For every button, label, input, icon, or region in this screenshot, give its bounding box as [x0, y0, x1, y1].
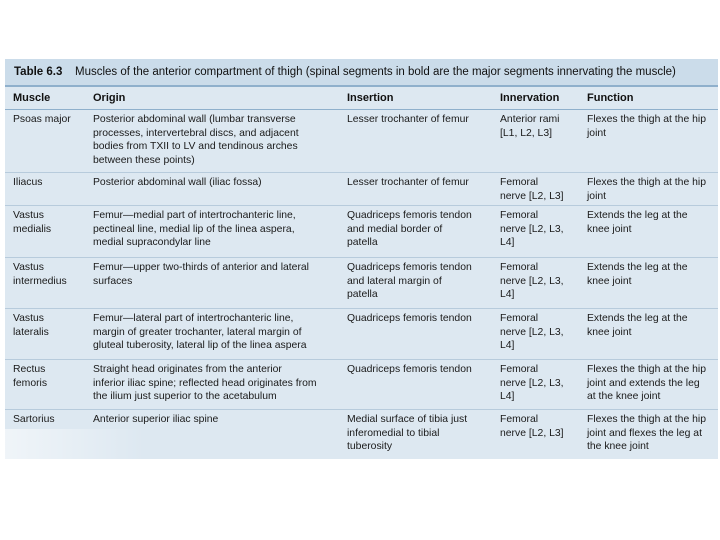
- table-caption: [5, 59, 718, 87]
- muscle-cell: [13, 176, 89, 190]
- cell-line: Psoas major: [13, 114, 71, 125]
- cell-line: Anterior superior iliac spine: [93, 414, 219, 425]
- cell-line: Flexes the thigh at the hip: [587, 114, 706, 125]
- cell-line: Femur—medial part of intertrochanteric line,: [93, 210, 296, 221]
- function-cell: [587, 261, 715, 288]
- cell-line: pectineal line, medial lip of the linea aspera,: [93, 223, 295, 235]
- origin-cell: [93, 113, 341, 167]
- innervation-cell: [500, 209, 584, 250]
- cell-line: Femoral: [500, 313, 539, 324]
- header-muscle: Muscle: [13, 92, 51, 104]
- innervation-cell: [500, 113, 584, 140]
- table-title: Muscles of the anterior compartment of thigh (spinal segments in bold are the major segments innervating the muscle): [75, 66, 676, 78]
- table-row: [5, 113, 718, 173]
- cell-line: Rectus: [13, 364, 46, 375]
- cell-line: L4]: [500, 391, 515, 402]
- cell-line: Quadriceps femoris tendon: [347, 313, 472, 324]
- header-insertion: Insertion: [347, 92, 394, 104]
- insertion-cell: [347, 261, 495, 302]
- cell-line: Posterior abdominal wall (lumbar transverse: [93, 114, 296, 125]
- cell-line: and lateral margin of: [347, 275, 442, 287]
- row-divider: [5, 257, 718, 258]
- cell-line: Femoral: [500, 414, 539, 425]
- cell-line: Lesser trochanter of femur: [347, 114, 469, 125]
- cell-line: Flexes the thigh at the hip: [587, 364, 706, 375]
- cell-line: lateralis: [13, 326, 49, 338]
- innervation-cell: [500, 413, 584, 440]
- cell-line: nerve [L2, L3,: [500, 223, 564, 235]
- cell-line: Flexes the thigh at the hip: [587, 177, 706, 188]
- cell-line: Medial surface of tibia just: [347, 414, 468, 425]
- muscle-cell: [13, 312, 89, 339]
- function-cell: [587, 209, 715, 236]
- header-divider: [5, 109, 718, 110]
- muscle-cell: [13, 209, 89, 236]
- insertion-cell: [347, 113, 495, 127]
- cell-line: Straight head originates from the anterior: [93, 364, 282, 375]
- cell-line: intermedius: [13, 275, 67, 287]
- scan-fade: [5, 429, 145, 465]
- muscle-cell: [13, 363, 89, 390]
- origin-cell: [93, 261, 341, 288]
- muscle-table: [5, 59, 718, 459]
- cell-line: between these points): [93, 154, 195, 166]
- innervation-cell: [500, 312, 584, 353]
- insertion-cell: [347, 312, 495, 326]
- cell-line: at the knee joint: [587, 391, 661, 402]
- function-cell: [587, 413, 715, 454]
- origin-cell: [93, 363, 341, 404]
- cell-line: Posterior abdominal wall (iliac fossa): [93, 177, 262, 188]
- function-cell: [587, 363, 715, 404]
- cell-line: Sartorius: [13, 414, 55, 425]
- cell-line: joint and extends the leg: [587, 377, 700, 389]
- cell-line: processes, intervertebral discs, and adjacent: [93, 127, 299, 139]
- cell-line: tuberosity: [347, 441, 393, 452]
- function-cell: [587, 176, 715, 203]
- table-number: Table 6.3: [14, 66, 63, 78]
- cell-line: Femoral: [500, 177, 539, 188]
- cell-line: Extends the leg at the: [587, 262, 688, 273]
- header-function: Function: [587, 92, 634, 104]
- origin-cell: [93, 176, 341, 190]
- table-row: [5, 312, 718, 360]
- cell-line: Iliacus: [13, 177, 43, 188]
- innervation-cell: [500, 176, 584, 203]
- cell-line: Extends the leg at the: [587, 313, 688, 324]
- table-row: [5, 176, 718, 206]
- cell-line: inferior iliac spine; reflected head originates from: [93, 377, 317, 389]
- cell-line: femoris: [13, 377, 48, 389]
- cell-line: L4]: [500, 340, 515, 351]
- row-divider: [5, 205, 718, 206]
- cell-line: knee joint: [587, 275, 632, 287]
- cell-line: L4]: [500, 289, 515, 300]
- cell-line: Quadriceps femoris tendon: [347, 364, 472, 375]
- table-row: [5, 209, 718, 258]
- table-row: [5, 363, 718, 410]
- origin-cell: [93, 413, 341, 427]
- cell-line: nerve [L2, L3,: [500, 326, 564, 338]
- row-divider: [5, 409, 718, 410]
- cell-line: joint: [587, 127, 607, 139]
- function-cell: [587, 113, 715, 140]
- cell-line: Quadriceps femoris tendon: [347, 262, 472, 273]
- cell-line: bodies from TXII to LV and tendinous arches: [93, 141, 298, 152]
- cell-line: joint: [587, 190, 607, 202]
- cell-line: medialis: [13, 223, 52, 235]
- cell-line: knee joint: [587, 223, 632, 235]
- innervation-cell: [500, 261, 584, 302]
- muscle-cell: [13, 261, 89, 288]
- cell-line: patella: [347, 289, 378, 300]
- header-innervation: Innervation: [500, 92, 560, 104]
- origin-cell: [93, 209, 341, 250]
- header-origin: Origin: [93, 92, 126, 104]
- cell-line: and medial border of: [347, 223, 443, 235]
- cell-line: margin of greater trochanter, lateral margin of: [93, 326, 302, 338]
- innervation-cell: [500, 363, 584, 404]
- cell-line: Lesser trochanter of femur: [347, 177, 469, 188]
- row-divider: [5, 308, 718, 309]
- cell-line: the ilium just superior to the acetabulum: [93, 391, 277, 402]
- cell-line: Quadriceps femoris tendon: [347, 210, 472, 221]
- cell-line: Flexes the thigh at the hip: [587, 414, 706, 425]
- cell-line: Femoral: [500, 262, 539, 273]
- cell-line: [L1, L2, L3]: [500, 127, 552, 139]
- cell-line: inferomedial to tibial: [347, 427, 440, 439]
- cell-line: Femoral: [500, 210, 539, 221]
- cell-line: nerve [L2, L3]: [500, 427, 564, 439]
- cell-line: surfaces: [93, 275, 133, 287]
- row-divider: [5, 172, 718, 173]
- muscle-cell: [13, 413, 89, 427]
- table-row: [5, 261, 718, 309]
- cell-line: Femur—lateral part of intertrochanteric line,: [93, 313, 294, 324]
- cell-line: joint and flexes the leg at: [587, 427, 702, 439]
- insertion-cell: [347, 413, 495, 454]
- cell-line: Extends the leg at the: [587, 210, 688, 221]
- insertion-cell: [347, 209, 495, 250]
- origin-cell: [93, 312, 341, 353]
- cell-line: nerve [L2, L3,: [500, 275, 564, 287]
- cell-line: medial supracondylar line: [93, 237, 211, 248]
- insertion-cell: [347, 363, 495, 377]
- cell-line: knee joint: [587, 326, 632, 338]
- cell-line: Femur—upper two-thirds of anterior and lateral: [93, 262, 309, 273]
- insertion-cell: [347, 176, 495, 190]
- cell-line: Vastus: [13, 210, 44, 221]
- cell-line: gluteal tuberosity, lateral lip of the linea aspera: [93, 340, 307, 351]
- cell-line: patella: [347, 237, 378, 248]
- cell-line: Vastus: [13, 313, 44, 324]
- function-cell: [587, 312, 715, 339]
- cell-line: L4]: [500, 237, 515, 248]
- cell-line: the knee joint: [587, 441, 649, 452]
- cell-line: Femoral: [500, 364, 539, 375]
- muscle-cell: [13, 113, 89, 127]
- cell-line: Anterior rami: [500, 114, 560, 125]
- cell-line: nerve [L2, L3]: [500, 190, 564, 202]
- cell-line: nerve [L2, L3,: [500, 377, 564, 389]
- row-divider: [5, 359, 718, 360]
- cell-line: Vastus: [13, 262, 44, 273]
